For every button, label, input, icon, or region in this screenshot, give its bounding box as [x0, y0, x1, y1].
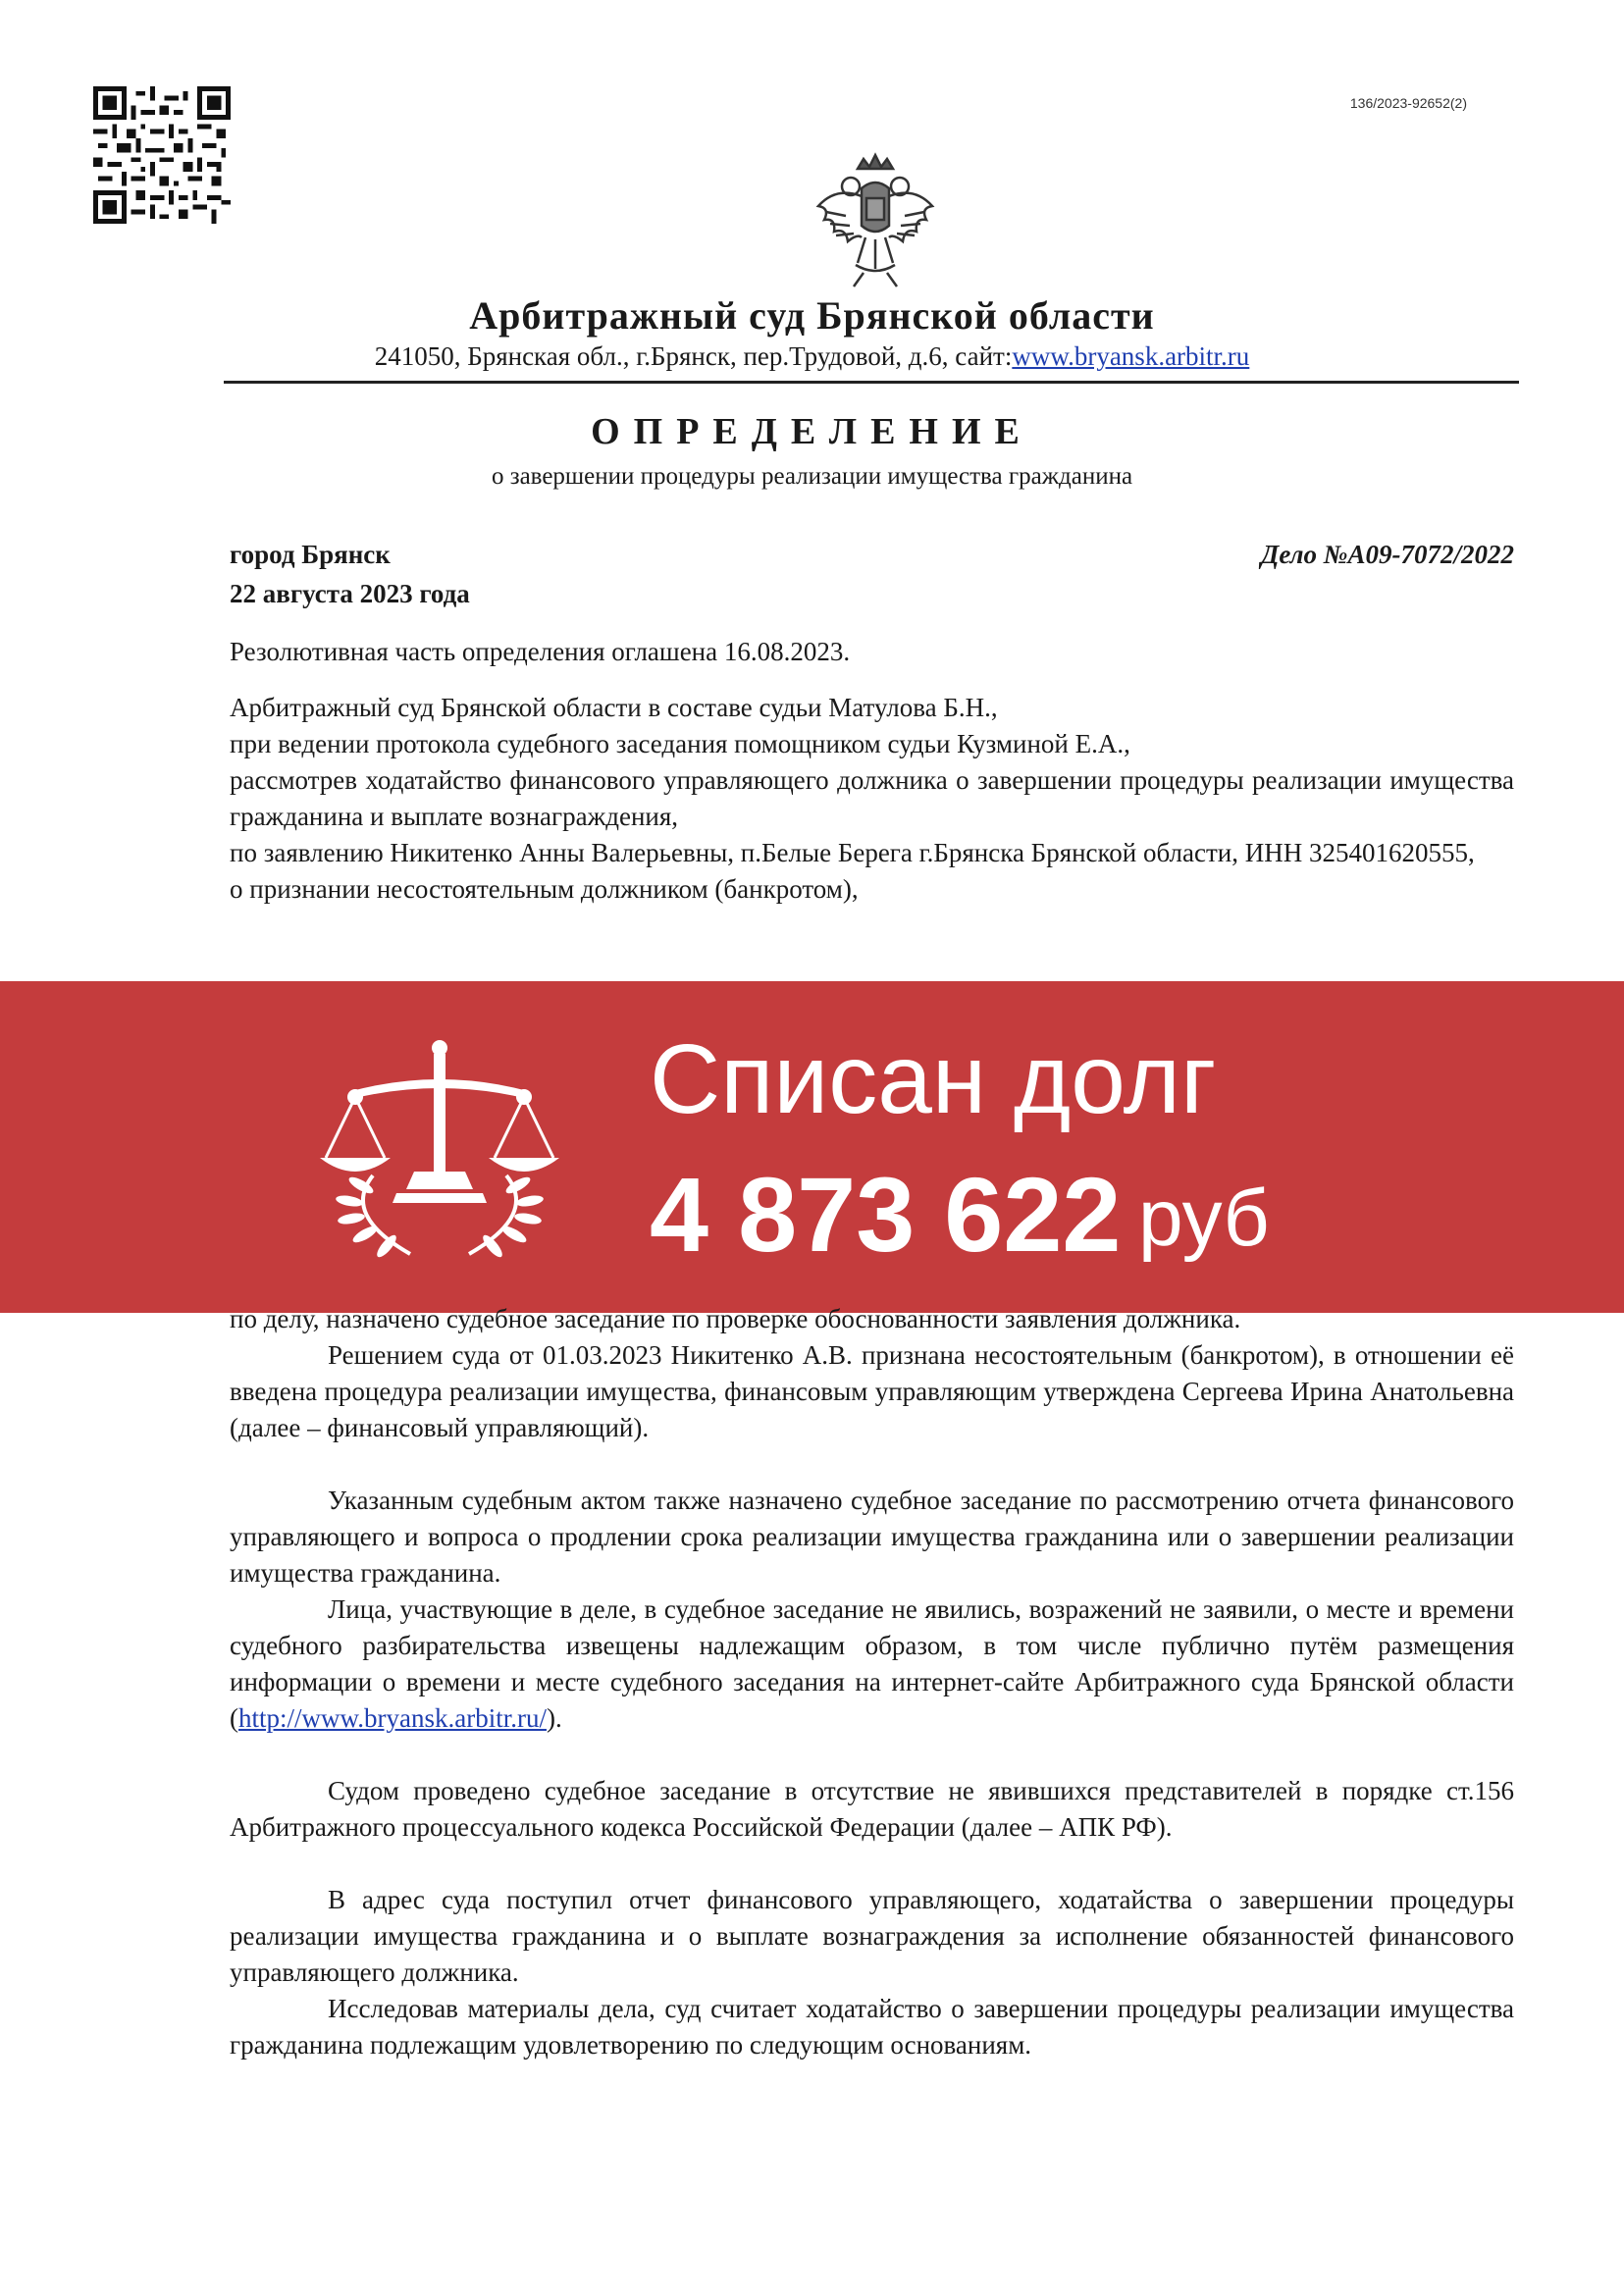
paragraph-hearing-held: Судом проведено судебное заседание в отсутствие не явившихся представителей в порядке ст.156 Арбитражного процессуального кодекса Российской Федерации (далее – АПК РФ).: [230, 1776, 1514, 1842]
qr-code: [93, 86, 231, 224]
decision-date: 22 августа 2023 года: [230, 579, 470, 608]
paragraph-conclusion: Исследовав материалы дела, суд считает ходатайство о завершении процедуры реализации имущества гражданина подлежащим удовлетворению по следующим основаниям.: [230, 1994, 1514, 2060]
parties-end: ).: [546, 1703, 562, 1733]
case-number: Дело №А09-7072/2022: [1260, 540, 1514, 569]
document-title: ОПРЕДЕЛЕНИЕ: [591, 411, 1033, 452]
paragraph-announcement: Резолютивная часть определения оглашена 16.08.2023.: [230, 637, 851, 666]
composition-line: о признании несостоятельным должником (банкротом),: [230, 874, 859, 904]
court-address: [0, 341, 1624, 372]
paragraph-bankruptcy-decision: Решением суда от 01.03.2023 Никитенко А.В. признана несостоятельным (банкротом), в отношении её введена процедура реализации имущества, финансовым управляющим утверждена Сергеева Ирина Анатольевна (далее – финансовый управляющий).: [230, 1340, 1514, 1442]
case-code: 136/2023-92652(2): [1349, 95, 1467, 111]
parties-text: Лица, участвующие в деле, в судебное заседание не явились, возражений не заявили, о месте и времени судебного разбирательства извещены надлежащим образом, в том числе публично путём размещения информации о времени и месте судебного заседания на интернет-сайте Арбитражного суда Брянской области (: [230, 1594, 1514, 1733]
composition-line: Арбитражный суд Брянской области в составе судьи Матулова Б.Н.,: [230, 693, 998, 722]
paragraph-hearing-scheduled: по делу, назначено судебное заседание по проверке обоснованности заявления должника.: [230, 1304, 1241, 1333]
paragraph-parties-notified: [230, 1592, 1514, 1737]
composition-line: при ведении протокола судебного заседания помощником судьи Кузминой Е.А.,: [230, 729, 1130, 758]
court-name: Арбитражный суд Брянской области: [469, 293, 1155, 338]
court-website-link[interactable]: www.bryansk.arbitr.ru: [1012, 341, 1250, 371]
address-text: 241050, Брянская обл., г.Брянск, пер.Трудовой, д.6, сайт:: [374, 341, 1013, 371]
coat-of-arms-icon: [807, 147, 944, 294]
composition-line: по заявлению Никитенко Анны Валерьевны, п.Белые Берега г.Брянска Брянской области, ИНН 325401620555,: [230, 838, 1475, 867]
paragraph-report-hearing: Указанным судебным актом также назначено судебное заседание по рассмотрению отчета финансового управляющего и вопроса о продлении срока реализации имущества гражданина или о завершении реализации имущества гражданина.: [230, 1486, 1514, 1588]
city: город Брянск: [230, 540, 391, 569]
court-site-link[interactable]: http://www.bryansk.arbitr.ru/: [238, 1703, 547, 1733]
header-divider: [224, 381, 1519, 384]
debt-amount: 4 873 622: [650, 1155, 1122, 1274]
document-subtitle: о завершении процедуры реализации имущества гражданина: [491, 463, 1133, 490]
paragraph-report-received: В адрес суда поступил отчет финансового управляющего, ходатайства о завершении процедуры реализации имущества гражданина и о выплате вознаграждения за исполнение обязанностей финансового управляющего должника.: [230, 1885, 1514, 1987]
paragraph-court-composition: [230, 690, 1514, 908]
scales-of-justice-icon: [312, 1038, 567, 1260]
banner-title: Списан долг: [650, 1024, 1217, 1134]
composition-line: рассмотрев ходатайство финансового управляющего должника о завершении процедуры реализации имущества гражданина и выплате вознаграждения,: [230, 765, 1514, 831]
debt-currency: руб: [1138, 1174, 1270, 1263]
